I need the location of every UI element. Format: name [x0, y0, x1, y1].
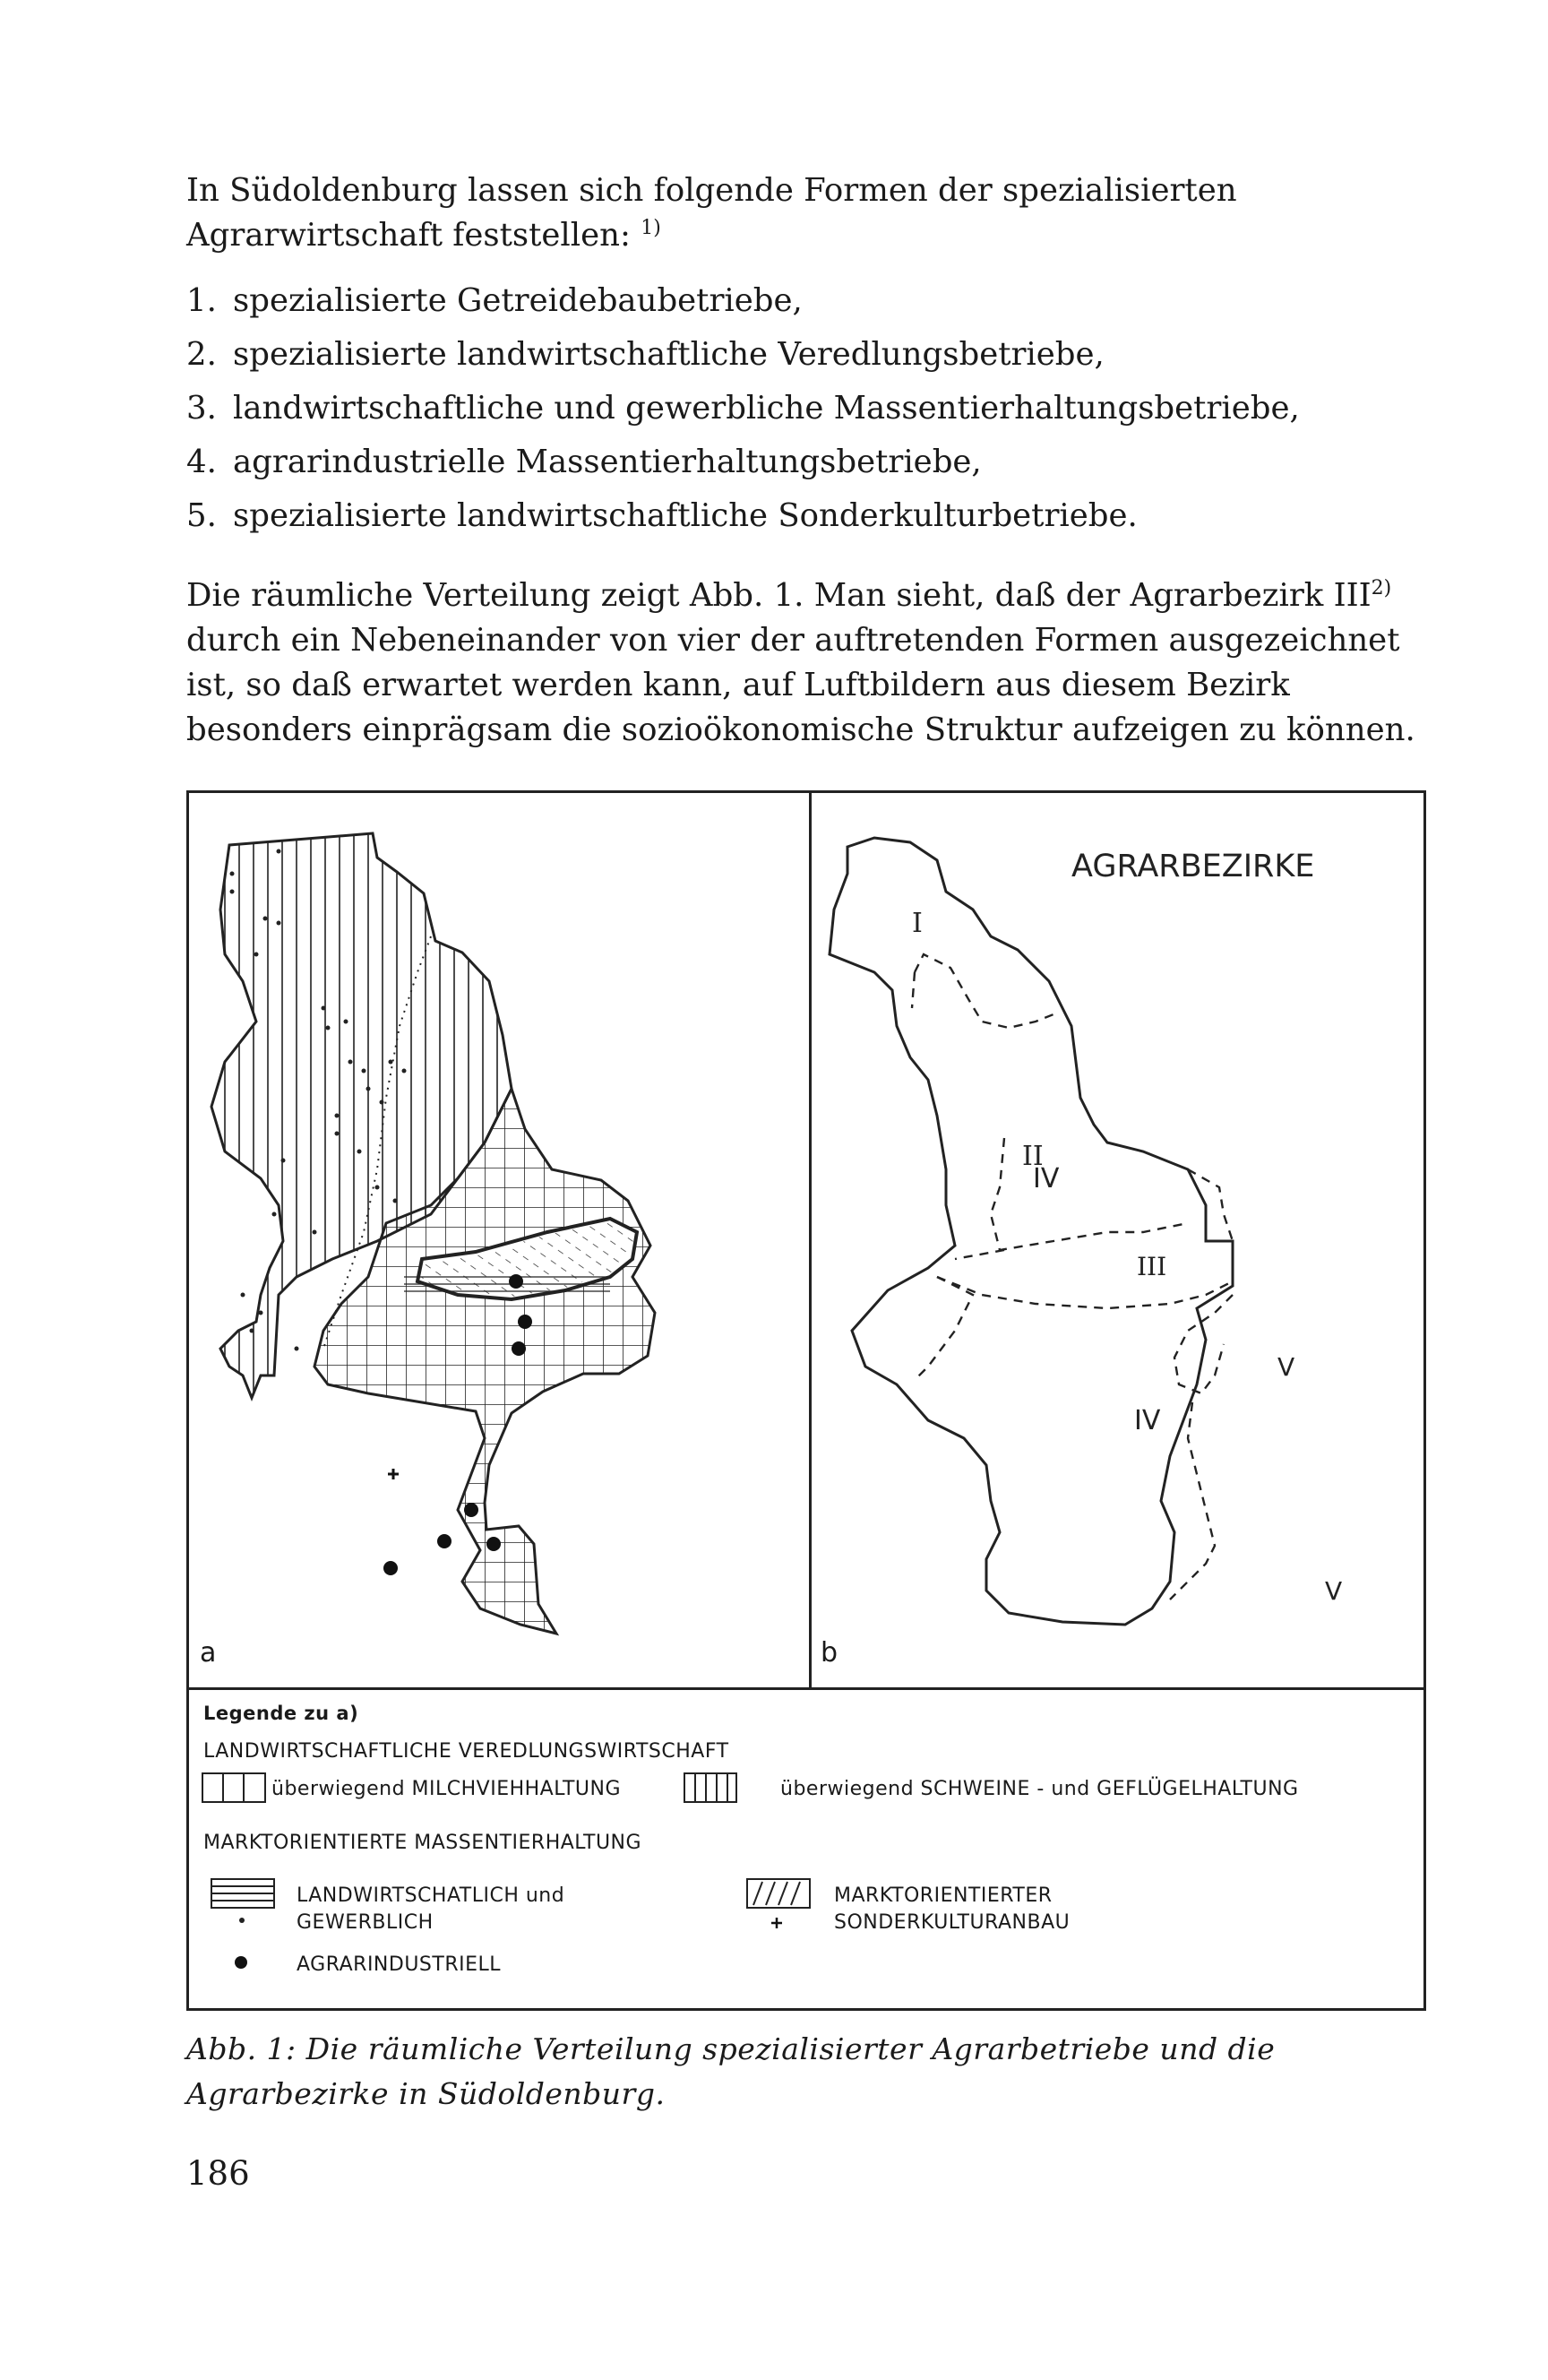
distribution-paragraph [186, 573, 1440, 753]
page-number: 186 [186, 2154, 250, 2193]
legend-pig: überwiegend SCHWEINE - und GEFLÜGELHALTUNG [780, 1778, 1299, 1800]
special-culture-swatch [746, 1878, 811, 1909]
list-item: 2. spezialisierte landwirtschaftliche Veredlungsbetriebe, [186, 336, 1105, 373]
footnote-marker: 1) [641, 217, 661, 240]
list-item: 3. landwirtschaftliche und gewerbliche Massentierhaltungsbetriebe, [186, 390, 1300, 427]
large-dot-symbol [232, 1953, 250, 1971]
legend-agri-commercial-2: GEWERBLICH [297, 1911, 434, 1934]
footnote-marker: 2) [1371, 577, 1392, 600]
figure-caption: Abb. 1: Die räumliche Verteilung spezialisierter Agrarbetriebe und die Agrarbezirke in Südoldenburg. [186, 2031, 1276, 2111]
plus-symbol [770, 1916, 784, 1930]
legend-section-massentierhaltung: MARKTORIENTIERTE MASSENTIERHALTUNG [203, 1832, 642, 1854]
legend-title: Legende zu a) [203, 1703, 359, 1724]
legend-agri-commercial-1: LANDWIRTSCHATLICH und [297, 1884, 565, 1907]
district-label-v-east: V [1277, 1352, 1295, 1382]
district-label-i: I [912, 908, 923, 939]
figure-legend [189, 1690, 1423, 2008]
list-item: 1. spezialisierte Getreidebaubetriebe, [186, 282, 803, 319]
district-label-iii: III [1137, 1252, 1167, 1281]
legend-special-2: SONDERKULTURANBAU [834, 1911, 1071, 1934]
panel-b-title: AGRARBEZIRKE [1071, 849, 1315, 884]
list-item: 4. agrarindustrielle Massentierhaltungsbetriebe, [186, 444, 982, 480]
legend-special-1: MARKTORIENTIERTER [834, 1884, 1053, 1907]
figure-box [186, 790, 1426, 2011]
district-label-ii: II [1022, 1141, 1044, 1172]
map-b-agrarbezirke [812, 793, 1423, 1686]
panel-a-letter: a [200, 1637, 217, 1669]
list-item: 5. spezialisierte landwirtschaftliche Sonderkulturbetriebe. [186, 497, 1138, 534]
intro-paragraph [186, 168, 1440, 258]
pig-swatch [684, 1772, 737, 1803]
agri-commercial-swatch [211, 1878, 275, 1909]
agrarwirtschaft-forms-list [186, 274, 1440, 543]
distribution-text-a: Die räumliche Verteilung zeigt Abb. 1. Man sieht, daß der Agrarbezirk III [186, 577, 1372, 614]
plus-markers [388, 1469, 399, 1479]
district-label-v-south: V [1325, 1576, 1343, 1606]
distribution-text-b: durch ein Nebeneinander von vier der auftretenden Formen ausgezeichnet ist, so daß erwartet werden kann, auf Luftbildern aus diesem Bezirk besonders einprägsam die sozioökonomische Struktur aufzeigen zu können. [186, 622, 1415, 748]
legend-agroindustrial: AGRARINDUSTRIELL [297, 1953, 502, 1976]
panel-b-letter: b [821, 1637, 838, 1669]
district-label-iv-south: IV [1134, 1405, 1161, 1436]
map-a-specialized-farms [189, 793, 807, 1686]
legend-milk: überwiegend MILCHVIEHHALTUNG [271, 1778, 622, 1800]
intro-text: In Südoldenburg lassen sich folgende Formen der spezialisierten Agrarwirtschaft feststellen: [186, 172, 1237, 254]
district-label-iv-north: IV [1033, 1163, 1060, 1194]
small-dot-symbol [236, 1914, 248, 1927]
milk-swatch [202, 1772, 266, 1803]
legend-section-veredlung: LANDWIRTSCHAFTLICHE VEREDLUNGSWIRTSCHAFT [203, 1740, 729, 1763]
